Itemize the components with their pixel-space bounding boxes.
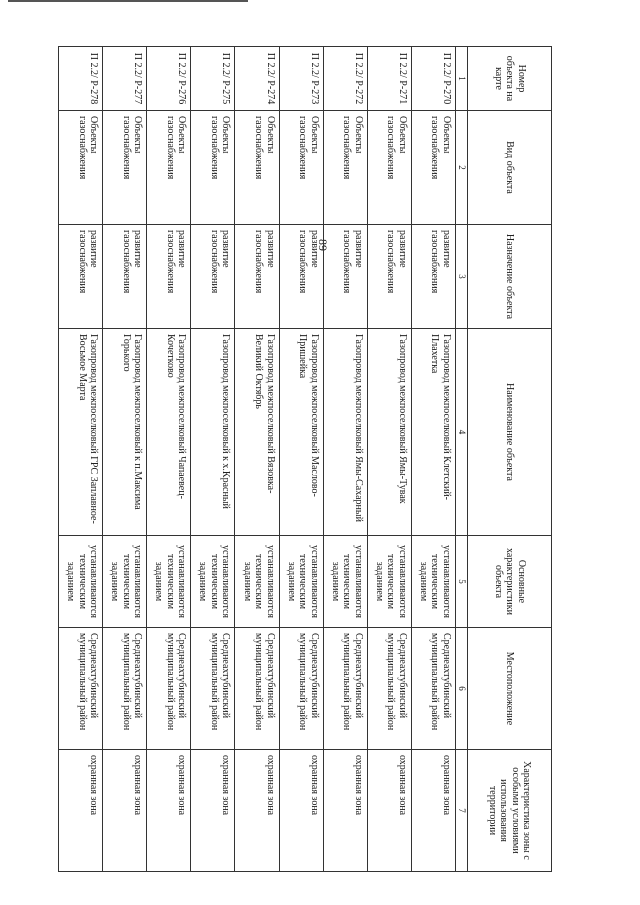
cell-location: Среднеахтубинский муниципальный район [103,628,147,750]
column-number: 5 [456,536,468,628]
cell-location: Среднеахтубинский муниципальный район [367,628,411,750]
cell-object-type: Объекты газоснабжения [411,111,455,225]
cell-characteristics: устанавливаются техническим заданием [103,536,147,628]
cell-location: Среднеахтубинский муниципальный район [279,628,323,750]
cell-zone: охранная зона [103,750,147,872]
cell-object-type: Объекты газоснабжения [235,111,279,225]
header-object-name: Наименование объекта [468,329,552,536]
table-row [147,47,191,872]
cell-object-number: П 2.2/ Р-274 [235,47,279,111]
column-number: 7 [456,750,468,872]
cell-object-type: Объекты газоснабжения [191,111,235,225]
cell-object-purpose: развитие газоснабжения [411,225,455,329]
column-number: 4 [456,329,468,536]
cell-object-number: П 2.2/ Р-272 [323,47,367,111]
header-zone-characteristics: Характеристика зоны с особыми условиями использования территории [468,750,552,872]
cell-zone: охранная зона [279,750,323,872]
header-location: Местоположение [468,628,552,750]
cell-location: Среднеахтубинский муниципальный район [235,628,279,750]
cell-object-number: П 2.2/ Р-275 [191,47,235,111]
table-row [103,47,147,872]
header-object-characteristics: Основные характеристики объекта [468,536,552,628]
cell-characteristics: устанавливаются техническим заданием [191,536,235,628]
cell-object-type: Объекты газоснабжения [279,111,323,225]
cell-characteristics: устанавливаются техническим заданием [279,536,323,628]
cell-zone: охранная зона [191,750,235,872]
cell-object-name: Газопровод межпоселковый к х.Красный [191,329,235,536]
cell-object-number: П 2.2/ Р-276 [147,47,191,111]
column-number: 6 [456,628,468,750]
header-object-number: Номер объекта на карте [468,47,552,111]
column-number-row [456,47,468,872]
cell-characteristics: устанавливаются техническим заданием [411,536,455,628]
cell-object-name: Газопровод межпоселковый Ямы-Тувак [367,329,411,536]
cell-object-name: Газопровод межпоселковый Клетский-Плахетка [411,329,455,536]
cell-object-name: Газопровод межпоселковый Маслово-Пришейка [279,329,323,536]
header-row [468,47,552,872]
cell-characteristics: устанавливаются техническим заданием [323,536,367,628]
cell-location: Среднеахтубинский муниципальный район [411,628,455,750]
cell-characteristics: устанавливаются техническим заданием [235,536,279,628]
cell-object-name: Газопровод межпоселковый Чапаевец-Кочетково [147,329,191,536]
cell-characteristics: устанавливаются техническим заданием [59,536,103,628]
cell-characteristics: устанавливаются техническим заданием [147,536,191,628]
header-object-type: Вид объекта [468,111,552,225]
rotated-table-container [58,46,552,871]
cell-object-purpose: развитие газоснабжения [59,225,103,329]
cell-object-purpose: развитие газоснабжения [279,225,323,329]
cell-characteristics: устанавливаются техническим заданием [367,536,411,628]
cell-object-number: П 2.2/ Р-270 [411,47,455,111]
cell-zone: охранная зона [147,750,191,872]
cell-object-type: Объекты газоснабжения [103,111,147,225]
cell-object-type: Объекты газоснабжения [147,111,191,225]
table-row [235,47,279,872]
column-number: 1 [456,47,468,111]
cell-object-type: Объекты газоснабжения [367,111,411,225]
cell-object-number: П 2.2/ Р-273 [279,47,323,111]
cell-object-purpose: развитие газоснабжения [103,225,147,329]
cell-zone: охранная зона [59,750,103,872]
cell-object-name: Газопровод межпоселковый Ямы-Сахарный [323,329,367,536]
cell-location: Среднеахтубинский муниципальный район [323,628,367,750]
cell-object-name: Газопровод межпоселковый ГРС Заплавное-Восьмое Марта [59,329,103,536]
cell-object-name: Газопровод межпоселковый к п.Максима Горького [103,329,147,536]
table-row [411,47,455,872]
cell-location: Среднеахтубинский муниципальный район [59,628,103,750]
objects-table [58,46,552,872]
cell-object-purpose: развитие газоснабжения [367,225,411,329]
cell-object-type: Объекты газоснабжения [323,111,367,225]
cell-object-number: П 2.2/ Р-277 [103,47,147,111]
cell-location: Среднеахтубинский муниципальный район [191,628,235,750]
cell-location: Среднеахтубинский муниципальный район [147,628,191,750]
table-row [279,47,323,872]
cell-zone: охранная зона [323,750,367,872]
cell-zone: охранная зона [411,750,455,872]
cell-object-type: Объекты газоснабжения [59,111,103,225]
table-row [323,47,367,872]
cell-object-name: Газопровод межпоселковый Вязовка-Великий Октябрь [235,329,279,536]
table-row [191,47,235,872]
cell-zone: охранная зона [367,750,411,872]
cell-object-purpose: развитие газоснабжения [147,225,191,329]
cell-object-number: П 2.2/ Р-278 [59,47,103,111]
top-rule [8,0,248,2]
cell-object-purpose: развитие газоснабжения [323,225,367,329]
column-number: 3 [456,225,468,329]
column-number: 2 [456,111,468,225]
page-number: 89 [316,239,330,251]
header-object-purpose: Назначение объекта [468,225,552,329]
cell-object-number: П 2.2/ Р-271 [367,47,411,111]
cell-object-purpose: развитие газоснабжения [235,225,279,329]
table-row [59,47,103,872]
table-row [367,47,411,872]
cell-zone: охранная зона [235,750,279,872]
cell-object-purpose: развитие газоснабжения [191,225,235,329]
